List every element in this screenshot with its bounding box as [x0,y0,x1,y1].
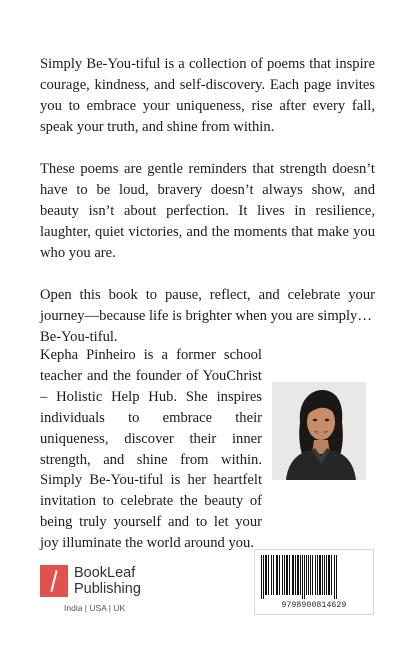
blurb-paragraph-2: These poems are gentle reminders that strength doesn’t have to be loud, bravery doesn’t always show, and beauty isn’t about perfection. It lives in resilience, laughter, quiet victories, and the moments that make you who you are. [40,161,375,261]
publisher-logo [40,562,240,622]
blurb-paragraph-3 [40,285,375,348]
back-cover-blurb [40,54,375,348]
isbn-barcode [254,549,374,615]
blurb-paragraph-3-text: Open this book to pause, reflect, and celebrate your journey—because life is brighter when you are simply… [40,287,375,324]
bookleaf-logo-icon [40,565,68,597]
author-bio [40,345,262,554]
publisher-name-line-1: BookLeaf [74,565,136,581]
isbn-number: 9798900814629 [281,601,347,610]
blurb-paragraph-1: Simply Be-You-tiful is a collection of poems that inspire courage, kindness, and self-discovery. Each page invites you to embrace your uniqueness, rise after every fall, speak your truth, and shine from within. [40,56,375,135]
author-bio-last-line: joy illuminate the world around you. [40,535,255,552]
publisher-regions: India | USA | UK [64,603,126,613]
barcode-bars [259,555,369,599]
blurb-closing-word: Be-You-tiful. [40,329,118,345]
publisher-name-line-2: Publishing [74,581,141,597]
author-portrait-image [272,382,366,480]
author-bio-text: Kepha Pinheiro is a former school teacher and the founder of YouChrist – Holistic Help Hub. She inspires individuals to embrace their uniqueness, discover their inner strength, and shine from within. Simply Be-You-tiful is her heartfelt invitation to celebrate the beauty of being truly yourself and to let your [40,347,262,531]
author-photo [272,382,366,480]
